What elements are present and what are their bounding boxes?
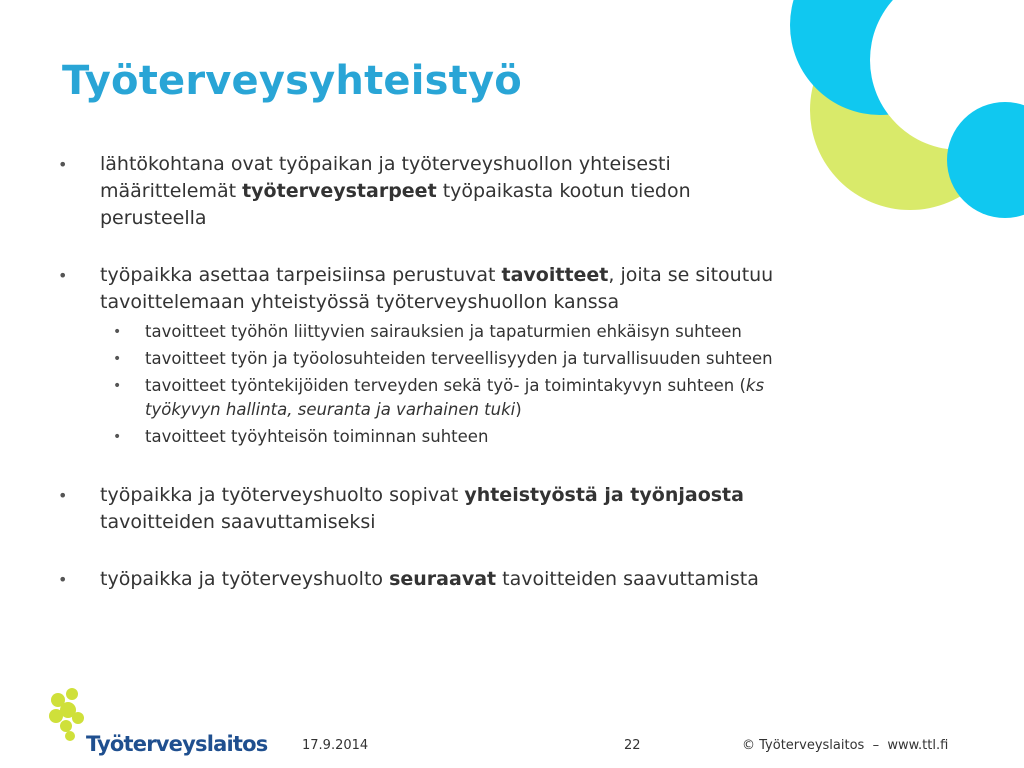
logo-wordmark: Työterveyslaitos xyxy=(86,732,268,756)
white-circle-overlap xyxy=(870,0,1024,150)
bullet-item xyxy=(58,566,798,593)
bullet-item xyxy=(58,482,798,536)
bullet-text: työpaikka ja työterveyshuolto sopivat yhteistyöstä ja työnjaosta tavoitteiden saavuttamiseksi xyxy=(100,484,744,533)
bullet-text: työpaikka ja työterveyshuolto seuraavat tavoitteiden saavuttamista xyxy=(100,568,759,590)
footer-page-number: 22 xyxy=(624,738,641,753)
slide-title: Työterveysyhteistyö xyxy=(62,58,522,104)
lime-circle xyxy=(810,10,1010,210)
bullet-icon: • xyxy=(58,486,68,505)
sub-bullet-icon: • xyxy=(113,429,122,445)
sub-bullet-icon: • xyxy=(113,324,122,340)
sub-bullet-item: • tavoitteet työn ja työolosuhteiden terveellisyyden ja turvallisuuden suhteen xyxy=(58,347,798,371)
cyan-circle-small xyxy=(947,102,1024,218)
bullet-text: työpaikka asettaa tarpeisiinsa perustuvat tavoitteet, joita se sitoutuu tavoittelemaan yhteistyössä työterveyshuollon kanssa xyxy=(100,264,774,313)
bullet-item xyxy=(58,151,798,232)
lime-ring xyxy=(870,0,1024,150)
bullet-item xyxy=(58,262,798,316)
bullet-icon: • xyxy=(58,266,68,285)
bullet-list xyxy=(58,151,798,593)
bullet-icon: • xyxy=(58,570,68,589)
cyan-circle-large xyxy=(790,0,970,115)
sub-bullet-text: tavoitteet työntekijöiden terveyden sekä työ- ja toimintakyvyn suhteen (ks työkyvyn hallinta, seuranta ja varhainen tuki) xyxy=(145,376,765,419)
bullet-icon: • xyxy=(58,155,68,174)
sub-bullet-item xyxy=(58,374,798,422)
footer-copyright: © Työterveyslaitos – www.ttl.fi xyxy=(742,738,949,753)
sub-bullet-item: • tavoitteet työyhteisön toiminnan suhteen xyxy=(58,425,798,449)
sub-bullet-icon: • xyxy=(113,351,122,367)
footer-date: 17.9.2014 xyxy=(302,738,369,753)
sub-bullet-item: • tavoitteet työhön liittyvien sairauksien ja tapaturmien ehkäisyn suhteen xyxy=(58,320,798,344)
sub-bullet-icon: • xyxy=(113,378,122,394)
bullet-text: lähtökohtana ovat työpaikan ja työterveyshuollon yhteisesti määrittelemät työterveystarpeet työpaikasta kootun tiedon perusteella xyxy=(100,153,691,229)
sub-bullet-list xyxy=(58,320,798,449)
